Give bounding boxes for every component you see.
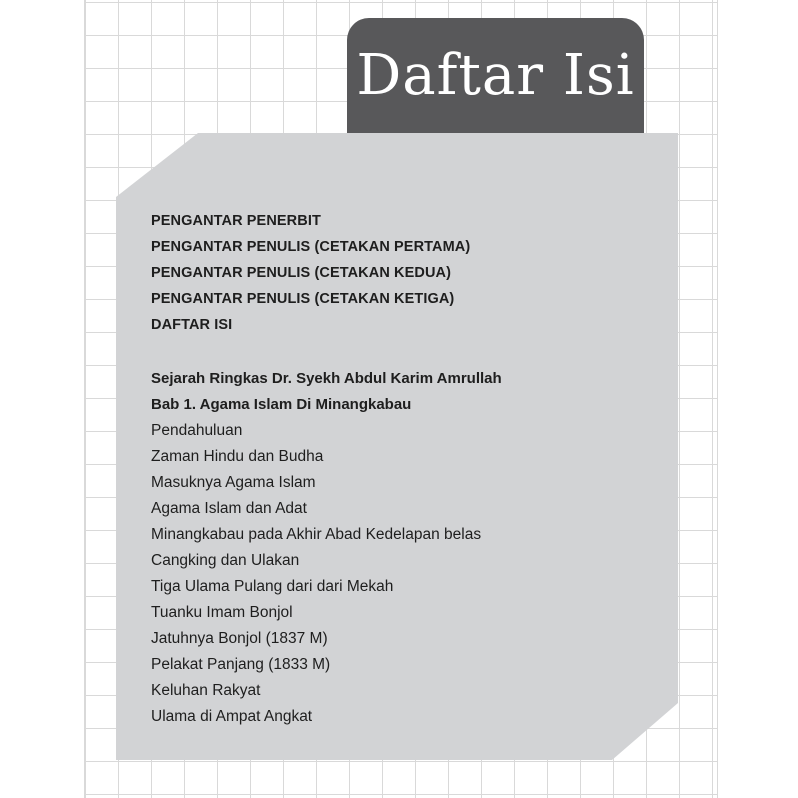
toc-entry: Cangking dan Ulakan bbox=[151, 552, 300, 569]
toc-entry: Pelakat Panjang (1833 M) bbox=[151, 656, 331, 673]
front-matter-item: PENGANTAR PENERBIT bbox=[151, 213, 321, 229]
front-matter-item: PENGANTAR PENULIS (CETAKAN KEDUA) bbox=[151, 265, 452, 281]
front-matter-item: DAFTAR ISI bbox=[151, 317, 233, 333]
toc-entry: Ulama di Ampat Angkat bbox=[151, 708, 313, 725]
title-tab bbox=[347, 18, 644, 136]
page-title: Daftar Isi bbox=[356, 43, 635, 108]
toc-entry: Jatuhnya Bonjol (1837 M) bbox=[151, 630, 328, 647]
toc-entry: Agama Islam dan Adat bbox=[151, 500, 307, 517]
toc-entry: Minangkabau pada Akhir Abad Kedelapan belas bbox=[151, 526, 482, 543]
toc-entry: Tuanku Imam Bonjol bbox=[151, 604, 293, 621]
front-matter-item: PENGANTAR PENULIS (CETAKAN PERTAMA) bbox=[151, 239, 471, 255]
chapter-list bbox=[151, 366, 502, 730]
toc-entry: Tiga Ulama Pulang dari dari Mekah bbox=[151, 578, 394, 595]
toc-entry: Pendahuluan bbox=[151, 422, 243, 439]
chapter-heading: Bab 1. Agama Islam Di Minangkabau bbox=[151, 396, 412, 413]
front-matter-list bbox=[151, 208, 470, 338]
front-matter-item: PENGANTAR PENULIS (CETAKAN KETIGA) bbox=[151, 291, 455, 307]
toc-entry: Masuknya Agama Islam bbox=[151, 474, 316, 491]
section-heading: Sejarah Ringkas Dr. Syekh Abdul Karim Amrullah bbox=[151, 370, 502, 387]
toc-entry: Zaman Hindu dan Budha bbox=[151, 448, 324, 465]
toc-entry: Keluhan Rakyat bbox=[151, 682, 261, 699]
